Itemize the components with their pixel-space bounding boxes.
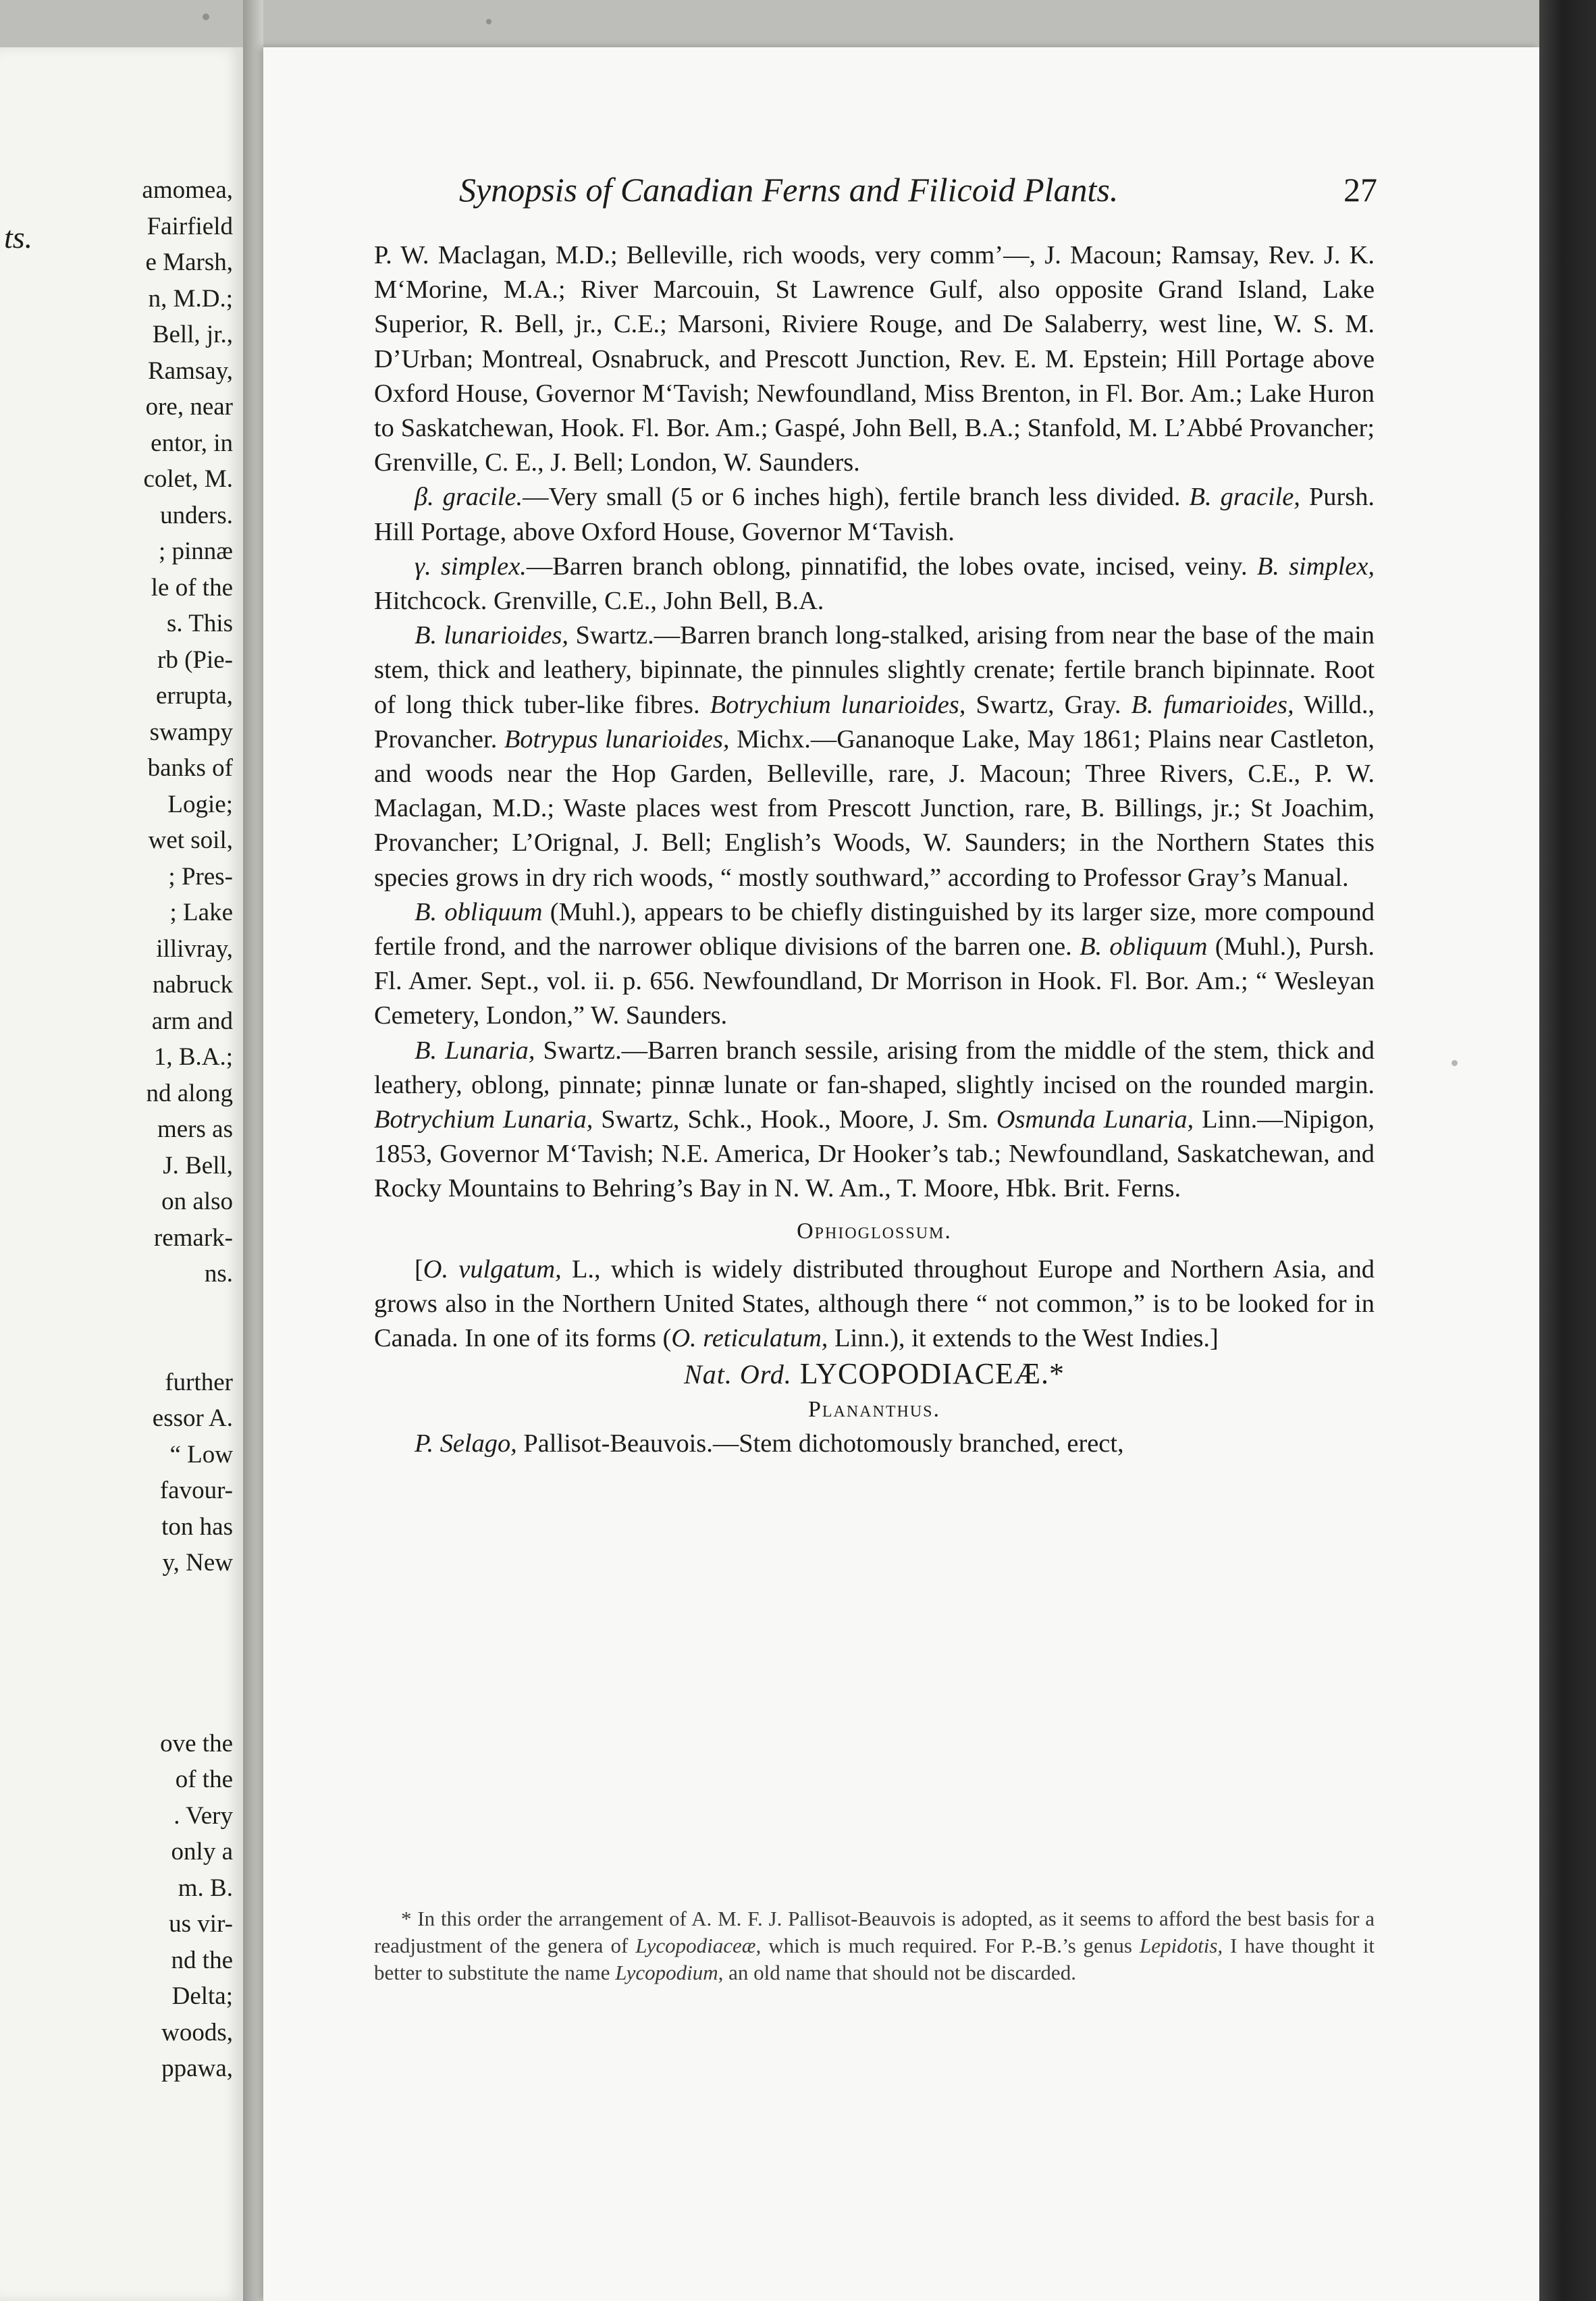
paragraph-b-obliquum	[374, 895, 1375, 1034]
left-page-line: nabruck	[152, 971, 233, 999]
paragraph-text: Linn.), it extends to the West Indies.]	[834, 1324, 1219, 1353]
left-page-line: woods,	[161, 2018, 233, 2046]
left-page-header-fragment: ts.	[4, 220, 33, 255]
left-page-line: amomea,	[142, 176, 233, 204]
genus-heading-ophioglossum	[374, 1213, 1375, 1248]
left-page-line: ns.	[204, 1260, 233, 1288]
left-page-line	[0, 1292, 233, 1329]
left-page-line: only a	[171, 1838, 233, 1866]
taxon-name: B. Lunaria,	[415, 1036, 535, 1065]
left-page-line: further	[165, 1368, 233, 1396]
left-page-line: J. Bell,	[163, 1151, 233, 1180]
left-page-line: Ramsay,	[147, 356, 233, 385]
paragraph-text: Linn.—Nipigon, 1853, Governor M‘Tavish; N.E. America, Dr Hooker’s tab.; Newfoundland, Saskatchewan, and Rocky Mountains to Behring’s Bay in N. W. Am., T. Moore, Hbk. Brit. Ferns.	[374, 1105, 1375, 1203]
footnote-span: an old name that should not be discarded.	[728, 1961, 1076, 1984]
left-page-line: on also	[161, 1188, 233, 1215]
scanner-edge	[1539, 0, 1596, 2301]
left-page-line: Logie;	[167, 790, 233, 818]
footnote-span: which is much required. For P.-B.’s genus	[768, 1934, 1132, 1957]
taxon-name: β. gracile.	[415, 483, 523, 512]
order-heading	[374, 1356, 1375, 1392]
paragraph-text: —Very small (5 or 6 inches high), fertile branch less divided.	[523, 483, 1181, 512]
paragraph-o-vulgatum	[374, 1252, 1375, 1356]
left-page-line: ove the	[160, 1729, 233, 1757]
book-gutter	[243, 0, 263, 2301]
left-page-line: wet soil,	[148, 826, 233, 854]
left-page-line	[0, 1617, 233, 1654]
left-page-line: of the	[175, 1766, 233, 1793]
page-number: 27	[1344, 171, 1377, 209]
left-page-line: banks of	[147, 754, 233, 782]
paragraph-var-simplex	[374, 550, 1375, 618]
left-page-lines	[0, 172, 233, 2087]
left-page-line: Bell, jr.,	[152, 321, 233, 348]
left-page-line	[0, 1581, 233, 1618]
left-page-line: e Marsh,	[145, 248, 233, 276]
left-page-line: remark-	[153, 1223, 233, 1252]
left-page-line: colet, M.	[143, 465, 233, 493]
paragraph-b-lunaria	[374, 1034, 1375, 1207]
taxon-name: Osmunda Lunaria,	[996, 1105, 1194, 1134]
taxon-name: Botrychium Lunaria,	[374, 1105, 593, 1134]
left-page-line: essor A.	[152, 1404, 233, 1432]
footnote-text	[374, 1905, 1375, 1986]
left-page-line: errupta,	[155, 682, 233, 710]
left-page-line: us vir-	[169, 1910, 233, 1938]
taxon-name: B. fumarioides,	[1131, 690, 1294, 719]
left-page-line: ; pinnæ	[159, 537, 233, 565]
paragraph-text: Swartz, Schk., Hook., Moore, J. Sm.	[601, 1105, 988, 1134]
taxon-name: Botrychium lunarioides,	[710, 690, 966, 719]
taxon-name: P. Selago,	[415, 1429, 517, 1458]
left-page-line: ore, near	[145, 393, 233, 421]
order-name: LYCOPODIACEÆ.*	[799, 1356, 1065, 1390]
taxon-name: B. obliquum	[1080, 932, 1208, 961]
left-page-line: nd along	[146, 1079, 233, 1107]
paragraph-text: Pursh. Hill Portage, above Oxford House, Governor M‘Tavish.	[374, 483, 1375, 546]
scan-speck	[1452, 1060, 1458, 1066]
taxon-name: γ. simplex.	[415, 552, 527, 581]
left-page-line: 1, B.A.;	[153, 1043, 233, 1071]
left-page-line: nd the	[171, 1946, 233, 1974]
left-page-line: . Very	[174, 1801, 233, 1830]
taxon-name: B. gracile,	[1189, 483, 1300, 512]
left-page-line: Fairfield	[147, 212, 233, 240]
left-page-line: m. B.	[178, 1874, 233, 1902]
left-page-line: n, M.D.;	[148, 284, 233, 313]
taxon-name: Lepidotis,	[1140, 1934, 1223, 1957]
left-page-line: y, New	[162, 1549, 233, 1577]
bracket: [	[415, 1254, 423, 1284]
paragraph-text: (Muhl.), Pursh. Fl. Amer. Sept., vol. ii. p. 656. Newfoundland, Dr Morrison in Hook. Fl. Bor. Am.; “ Wesleyan Cemetery, London,” W. Saunders.	[374, 932, 1375, 1030]
genus-heading-plananthus	[374, 1392, 1375, 1427]
paragraph-text: Pallisot-Beauvois.—Stem dichotomously branched, erect,	[523, 1429, 1124, 1458]
left-page-line: favour-	[159, 1477, 233, 1504]
left-page-line: illivray,	[156, 934, 233, 963]
left-page-line: mers as	[157, 1115, 233, 1143]
paragraph-text: Michx.—Gananoque Lake, May 1861; Plains near Castleton, and woods near the Hop Garden, Belleville, rare, J. Macoun; Three Rivers, C.E., P. W. Maclagan, M.D.; Waste places west from Prescott Junction, rare, B. Billings, jr.; St Joachim, Provancher; L’Orignal, J. Bell; English’s Woods, W. Saunders; in the Northern States this species grows in dry rich woods, “ mostly southward,” according to Professor Gray’s Manual.	[374, 724, 1375, 892]
order-prefix: Nat. Ord.	[684, 1358, 792, 1390]
left-page-line: unders.	[160, 501, 233, 529]
taxon-name: Botrypus lunarioides,	[504, 724, 730, 753]
paragraph-text: L., which is widely distributed throughout Europe and Northern Asia, and grows also in the Northern United States, although there “ not common,” is to be looked for in Canada. In one of its forms (	[374, 1254, 1375, 1353]
running-header	[459, 170, 1377, 209]
paragraph-p-selago	[374, 1427, 1375, 1461]
paragraph-text: Swartz.—Barren branch long-stalked, arising from near the base of the main stem, thick and leathery, bipinnate, the pinnules slightly crenate; fertile branch bipinnate. Root of long thick tuber-like fibres.	[374, 621, 1375, 719]
heading-text: Plananthus.	[807, 1396, 941, 1422]
left-page-line: “ Low	[169, 1440, 233, 1469]
taxon-name: B. lunarioides,	[415, 621, 569, 650]
left-page-line: le of the	[151, 573, 233, 602]
left-page-line: swampy	[149, 718, 233, 746]
left-page-fragment	[0, 47, 245, 2301]
left-page-line: arm and	[151, 1007, 233, 1035]
paragraph-text: Swartz, Gray.	[976, 690, 1121, 719]
left-page-line: ; Pres-	[168, 862, 233, 891]
left-page-line	[0, 1328, 233, 1365]
footnote-span: * In this order the arrangement of A. M. F. J. Pallisot-Beauvois is adopted, as it seems to afford the best basis for a readjustment of the genera of	[374, 1907, 1375, 1957]
taxon-name: Lycopodium,	[615, 1961, 724, 1984]
taxon-name: O. reticulatum,	[671, 1324, 828, 1353]
taxon-name: Lycopodiaceæ,	[635, 1934, 762, 1957]
left-page-line: entor, in	[151, 429, 233, 457]
taxon-name: B. simplex,	[1256, 552, 1375, 581]
left-page-line: s. This	[166, 610, 233, 637]
paragraph-b-lunarioides	[374, 618, 1375, 895]
paragraph-text: (Muhl.), appears to be chiefly distinguished by its larger size, more compound fertile frond, and the narrower oblique divisions of the barren one.	[374, 897, 1375, 961]
paragraph-text: Swartz.—Barren branch sessile, arising from the middle of the stem, thick and leathery, oblong, pinnate; pinnæ lunate or fan-shaped, slightly incised on the rounded margin.	[374, 1036, 1375, 1099]
left-page-line: ton has	[161, 1512, 233, 1541]
left-page-line: rb (Pie-	[157, 645, 233, 674]
paragraph-text: —Barren branch oblong, pinnatifid, the lobes ovate, incised, veiny.	[526, 552, 1248, 581]
footnote	[374, 1905, 1375, 1986]
left-page-line: Delta;	[171, 1982, 233, 2010]
footnote-span: I have thought it better to substitute the name	[374, 1934, 1375, 1984]
taxon-name: O. vulgatum,	[423, 1254, 562, 1284]
paragraph-text: Willd., Provancher.	[374, 690, 1375, 753]
taxon-name: B. obliquum	[415, 897, 543, 926]
left-page-line	[0, 1654, 233, 1690]
scan-speck	[486, 19, 491, 24]
left-page-line	[0, 1689, 233, 1726]
body-text	[374, 238, 1375, 1461]
running-title: Synopsis of Canadian Ferns and Filicoid Plants.	[459, 171, 1119, 209]
left-page-line: ; Lake	[169, 899, 233, 926]
paragraph-var-gracile	[374, 480, 1375, 549]
left-page-line: ppawa,	[161, 2055, 233, 2082]
scan-speck	[203, 14, 209, 20]
heading-text: Ophioglossum.	[797, 1218, 952, 1244]
paragraph-text: Hitchcock. Grenville, C.E., John Bell, B.A.	[374, 587, 824, 616]
paragraph-localities-continued: P. W. Maclagan, M.D.; Belleville, rich woods, very comm’—, J. Macoun; Ramsay, Rev. J. K. M‘Morine, M.A.; River Marcouin, St Lawrence Gulf, also opposite Grand Island, Lake Superior, R. Bell, jr., C.E.; Marsoni, Riviere Rouge, and De Salaberry, west line, W. S. M. D’Urban; Montreal, Osnabruck, and Prescott Junction, Rev. E. M. Epstein; Hill Portage above Oxford House, Governor M‘Tavish; Newfoundland, Miss Brenton, in Fl. Bor. Am.; Lake Huron to Saskatchewan, Hook. Fl. Bor. Am.; Gaspé, John Bell, B.A.; Stanfold, M. L’Abbé Provancher; Grenville, C. E., J. Bell; London, W. Saunders.	[374, 241, 1375, 477]
